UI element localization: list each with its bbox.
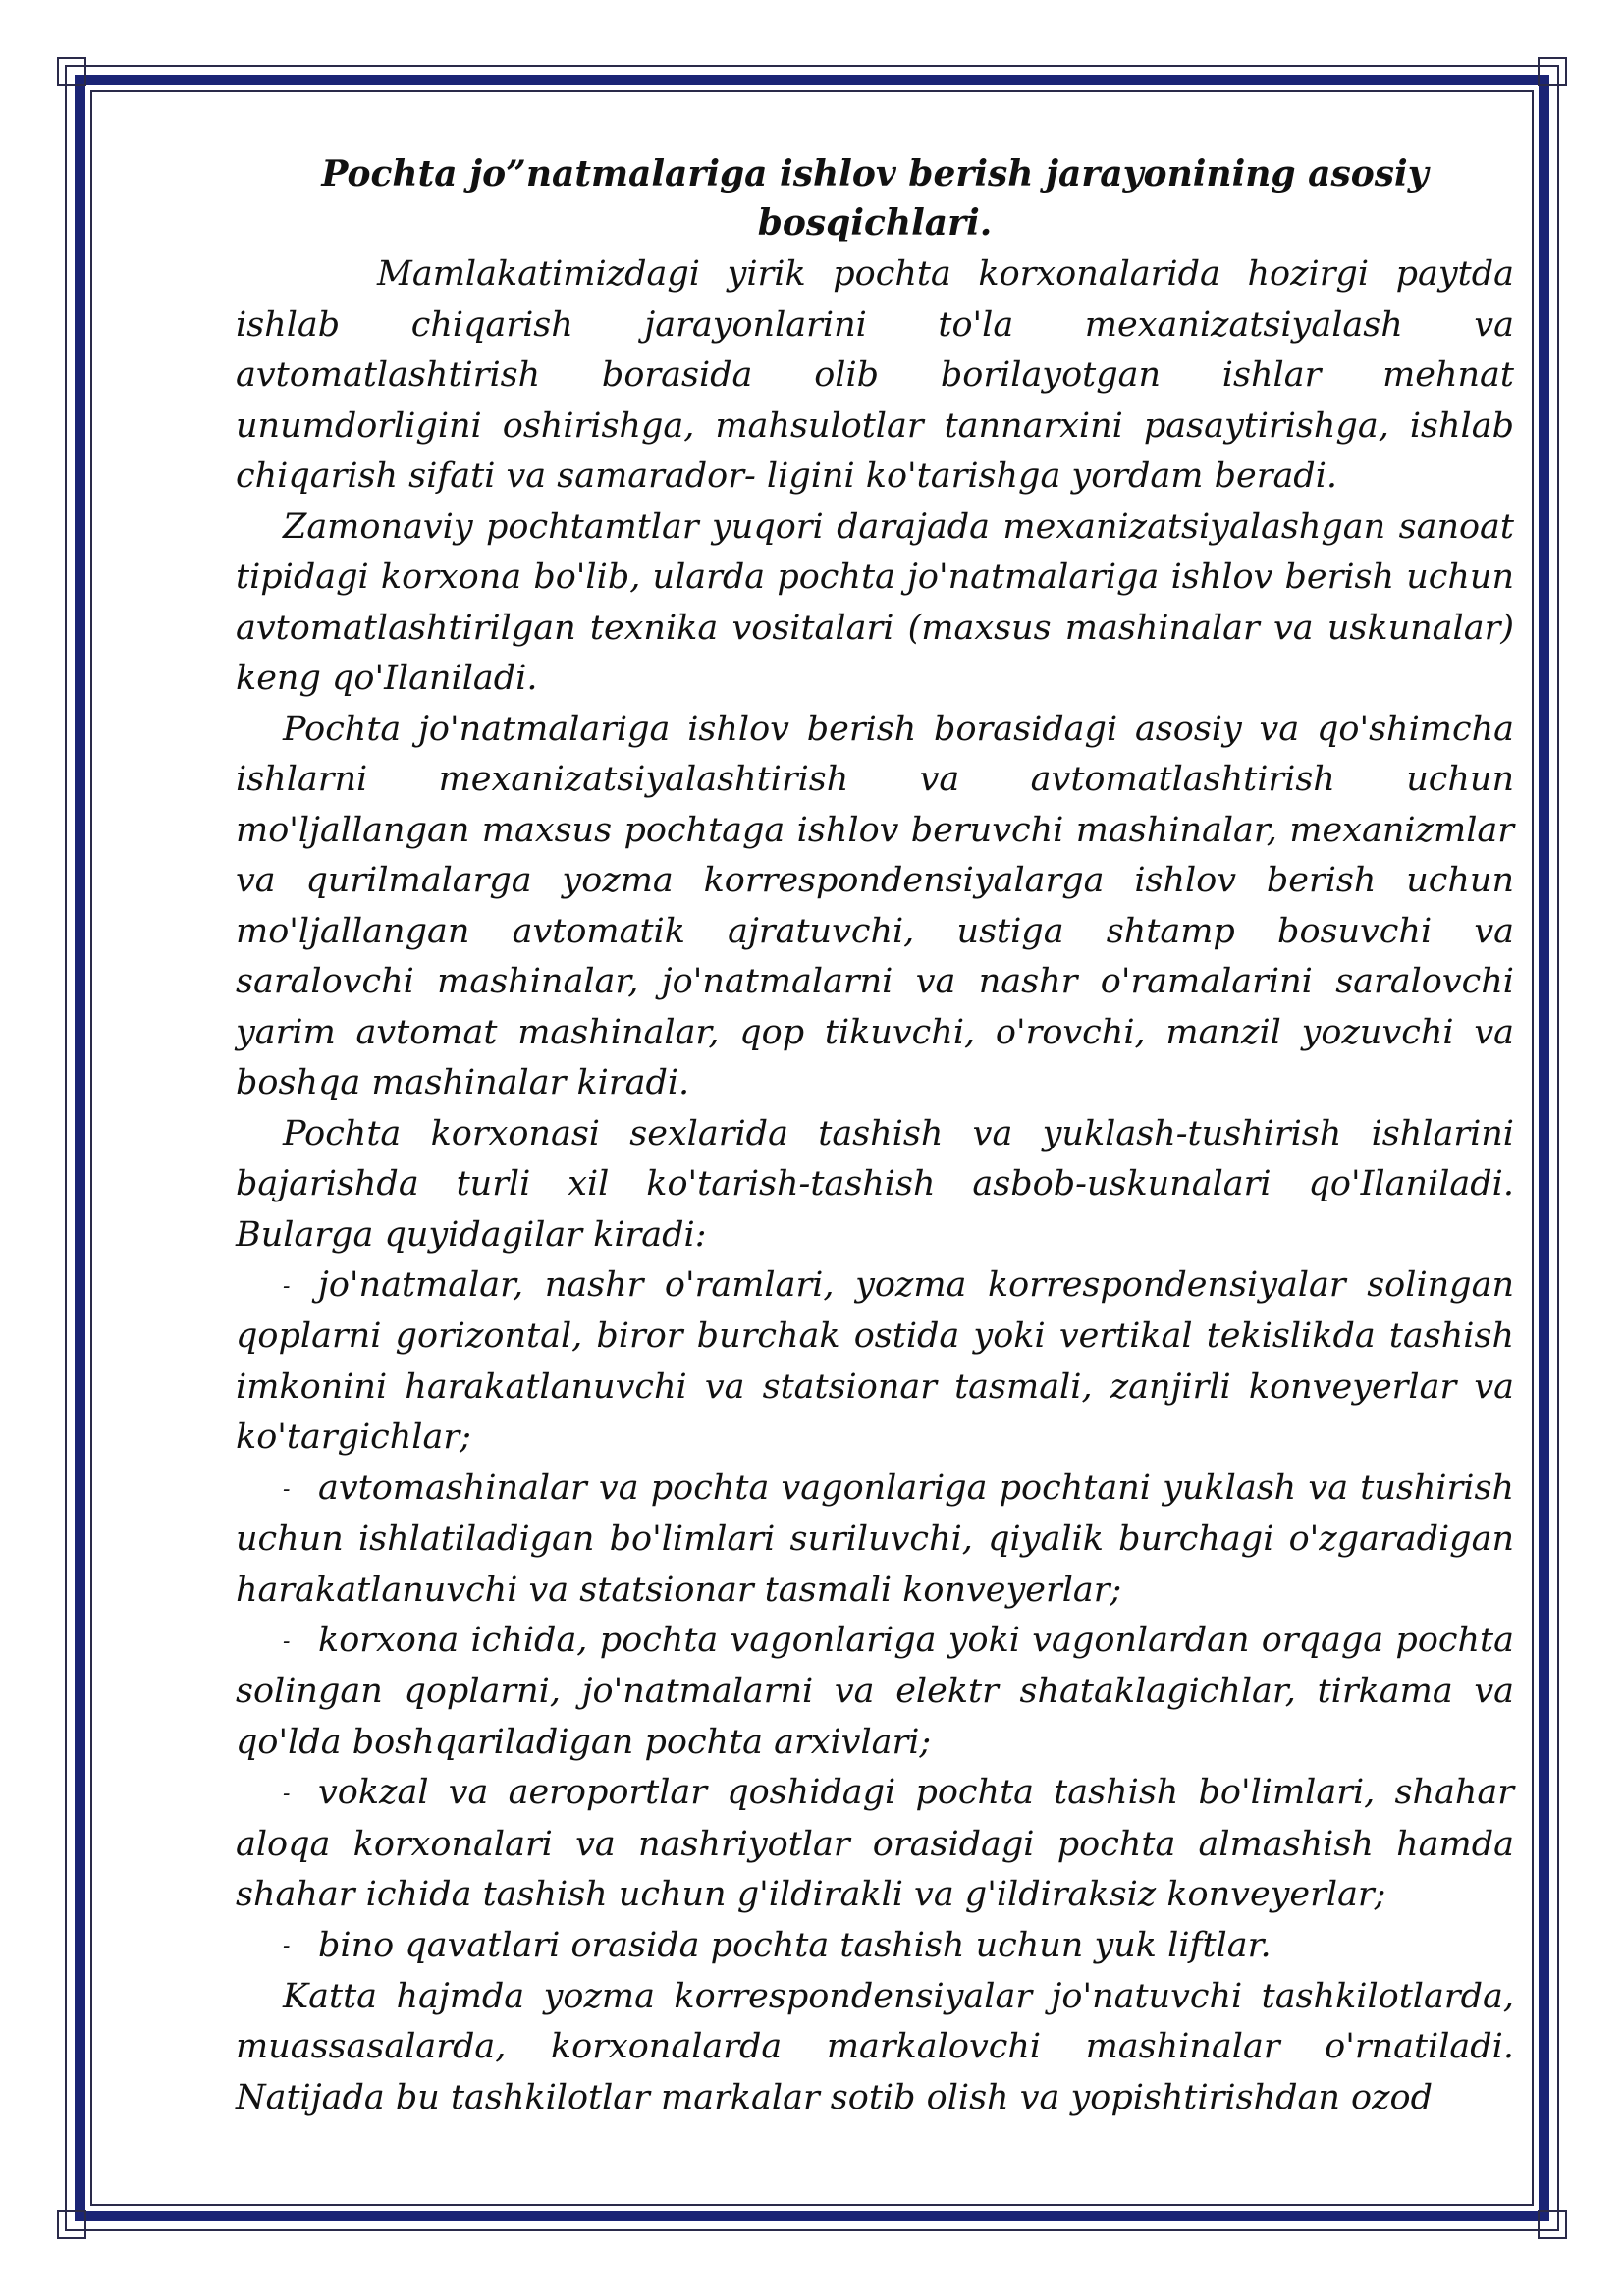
bullet-text: korxona ichida, pochta vagonlariga yoki vagonlardan orqaga pochta solingan qoplarni, jo'natmalarni va elektr shataklagichlar, tirkama va qo'lda boshqariladigan pochta arxivlari; <box>236 1621 1514 1762</box>
list-item <box>236 1616 1514 1768</box>
bullet-text: jo'natmalar, nashr o'ramlari, yozma korrespondensiyalar solingan qoplarni gorizontal, biror burchak ostida yoki vertikal tekislikda tashish imkonini harakatlanuvchi va statsionar tasmali, zanjirli konveyerlar va ko'targichlar; <box>236 1265 1514 1458</box>
list-item <box>236 1260 1514 1464</box>
bullet-dash: - <box>283 1476 291 1502</box>
bullet-text: bino qavatlari orasida pochta tashish uchun yuk liftlar. <box>318 1925 1272 1965</box>
border-corner-bottom-left <box>57 2210 86 2239</box>
paragraph-3: Pochta jo'natmalariga ishlov berish borasidagi asosiy va qo'shimcha ishlarni mexanizatsiyalashtirish va avtomatlashtirish uchun mo'ljallangan maxsus pochtaga ishlov beruvchi mashinalar, mexanizmlar va qurilmalarga yozma korrespondensiyalarga ishlov berish uchun mo'ljallangan avtomatik ajratuvchi, ustiga shtamp bosuvchi va saralovchi mashinalar, jo'natmalarni va nashr o'ramalarini saralovchi yarim avtomat mashinalar, qop tikuvchi, o'rovchi, manzil yozuvchi va boshqa mashinalar kiradi. <box>236 709 1514 1102</box>
bullet-dash: - <box>283 1782 291 1806</box>
bullet-dash: - <box>283 1629 291 1654</box>
list-item <box>236 1921 1514 1972</box>
document-body <box>236 149 1514 2123</box>
list-item <box>236 1464 1514 1616</box>
border-corner-bottom-right <box>1538 2210 1567 2239</box>
paragraph-2: Zamonaviy pochtamtlar yuqori darajada mexanizatsiyalashgan sanoat tipidagi korxona bo'lib, ularda pochta jo'natmalariga ishlov berish uchun avtomatlashtirilgan texnika vositalari (maxsus mashinalar va uskunalar) keng qo'Ilaniladi. <box>236 507 1514 698</box>
border-corner-top-right <box>1538 57 1567 86</box>
paragraph-closing: Katta hajmda yozma korrespondensiyalar jo'natuvchi tashkilotlarda, muassasalarda, korxonalarda markalovchi mashinalar o'rnatiladi. Natijada bu tashkilotlar markalar sotib olish va yopishtirishdan ozod <box>236 1976 1514 2117</box>
bullet-dash: - <box>283 1273 291 1299</box>
paragraph-1: Mamlakatimizdagi yirik pochta korxonalarida hozirgi paytda ishlab chiqarish jarayonlarini to'la mexanizatsiyalash va avtomatlashtirish borasida olib borilayotgan ishlar mehnat unumdorligini oshirishga, mahsulotlar tannarxini pasaytirishga, ishlab chiqarish sifati va samarador- ligini ko'tarishga yordam beradi. <box>236 254 1514 496</box>
bullet-dash: - <box>283 1934 291 1959</box>
border-corner-top-left <box>57 57 86 86</box>
document-title: Pochta jo”natmalariga ishlov berish jarayonining asosiy bosqichlari. <box>321 153 1429 243</box>
bullet-text: avtomashinalar va pochta vagonlariga pochtani yuklash va tushirish uchun ishlatiladigan bo'limlari suriluvchi, qiyalik burchagi o'zgaradigan harakatlanuvchi va statsionar tasmali konveyerlar; <box>236 1468 1514 1610</box>
paragraph-4: Pochta korxonasi sexlarida tashish va yuklash-tushirish ishlarini bajarishda turli xil ko'tarish-tashish asbob-uskunalari qo'Ilaniladi. Bularga quyidagilar kiradi: <box>236 1113 1514 1255</box>
bullet-text: vokzal va aeroportlar qoshidagi pochta tashish bo'limlari, shahar aloqa korxonalari va nashriyotlar orasidagi pochta almashish hamda shahar ichida tashish uchun g'ildirakli va g'ildiraksiz konveyerlar; <box>236 1773 1514 1914</box>
list-item <box>236 1768 1514 1920</box>
